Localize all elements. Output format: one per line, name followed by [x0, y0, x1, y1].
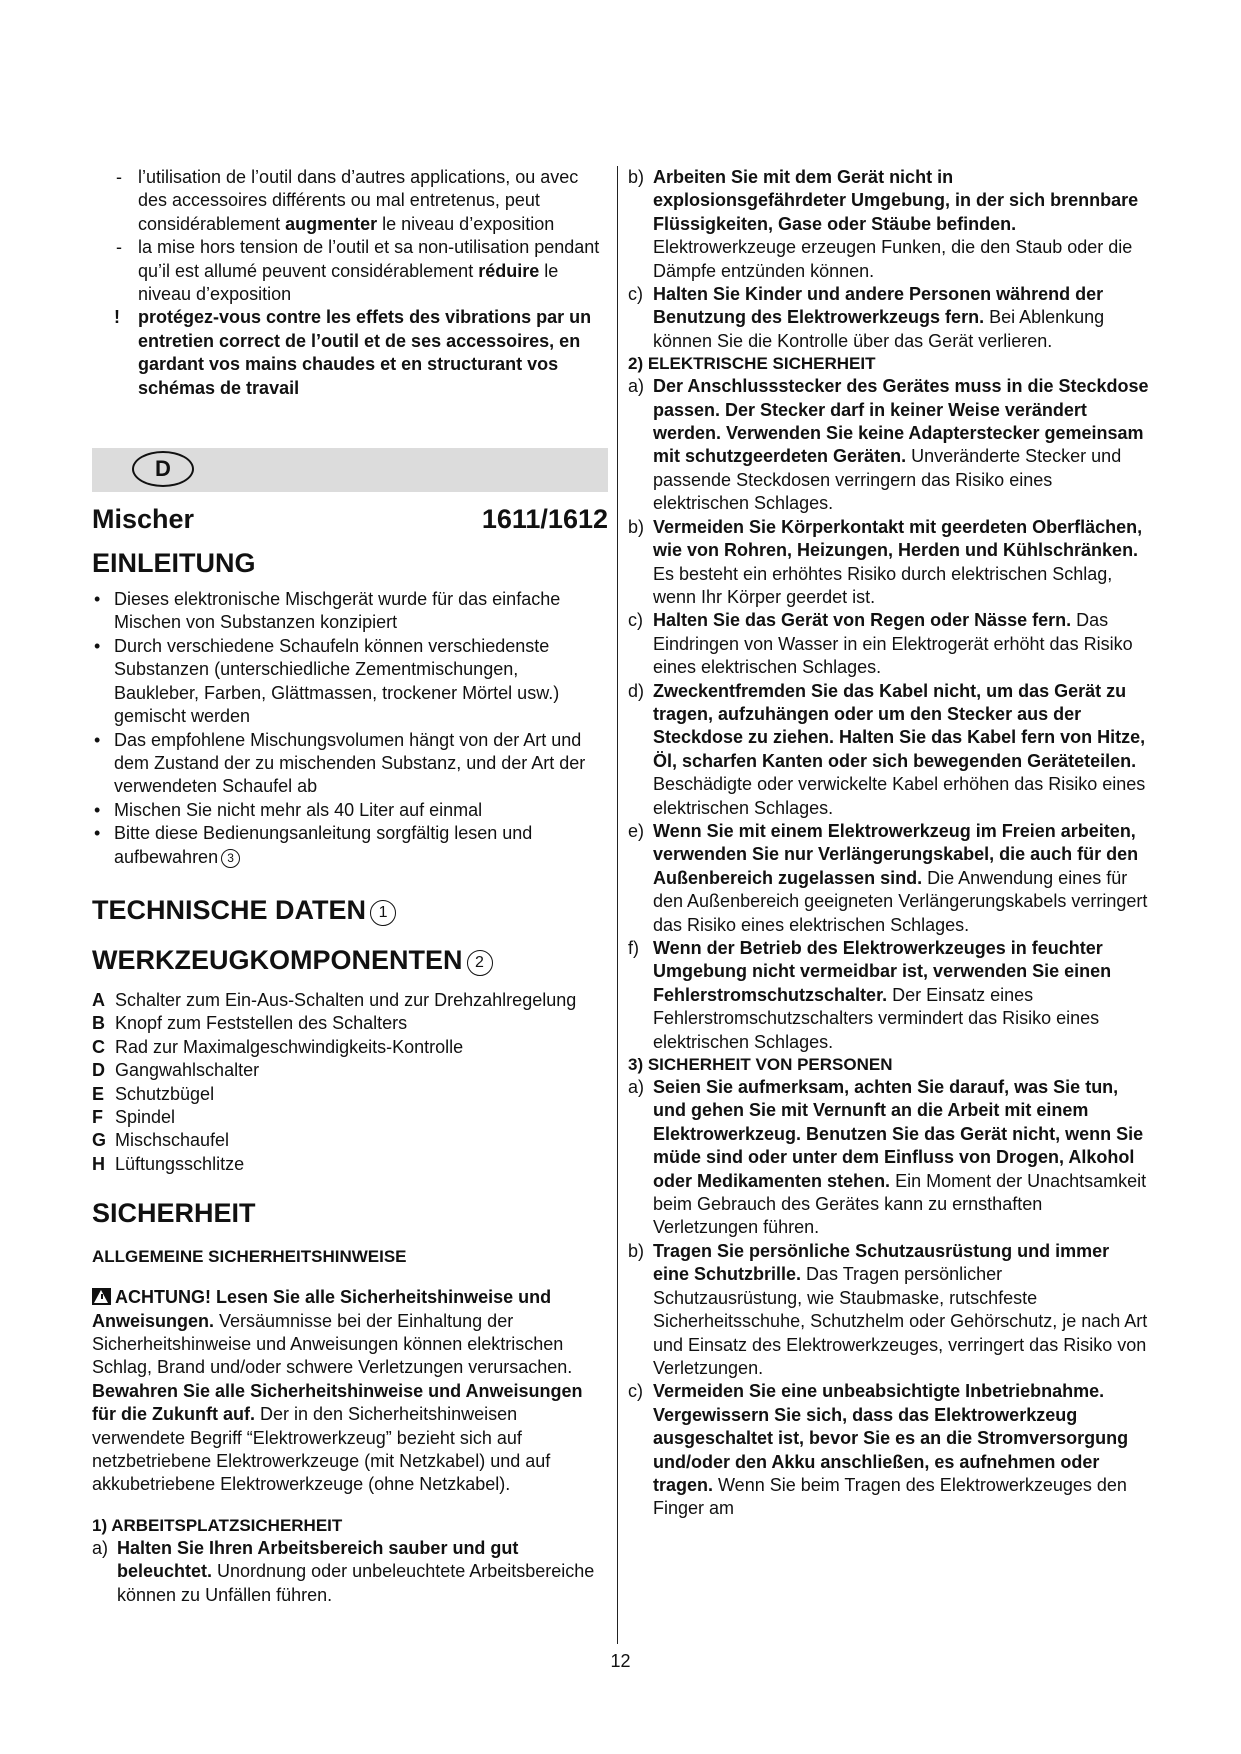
right-column: [628, 166, 1150, 1521]
product-model: 1611/1612: [481, 504, 608, 535]
fr-warning: ! protégez-vous contre les effets des vibrations par un entretien correct de l’outil et de ses accessoires, en gardant vos mains chaudes et en structurant vos schémas de travail: [114, 307, 592, 398]
product-title-row: [92, 502, 608, 536]
product-name: Mischer: [92, 504, 195, 535]
elektrische-sicherheit-heading: 2) ELEKTRISCHE SICHERHEIT: [628, 354, 876, 374]
safety-item: e) Wenn Sie mit einem Elektrowerkzeug im Freien arbeiten, verwenden Sie nur Verlängerungskabel, die auch für den Außenbereich zugelassen sind. Die Anwendung eines für den Außenbereich geeigneten Verlängerungskabels verringert das Risiko eines elektrischen Schlages.: [628, 820, 1148, 935]
component-item: H Lüftungsschlitze: [92, 1153, 245, 1174]
safety-item: b) Tragen Sie persönliche Schutzausrüstung und immer eine Schutzbrille. Das Tragen persönlicher Schutzausrüstung, wie Staubmaske, rutschfeste Sicherheitsschuhe, Schutzhelm oder Gehörschutz, je nach Art und Einsatz des Elektrowerkzeuges, verringert das Risiko von Verletzungen.: [628, 1240, 1148, 1378]
component-item: E Schutzbügel: [92, 1083, 215, 1104]
language-badge: D: [132, 451, 194, 487]
list-item: • Durch verschiedene Schaufeln können verschiedenste Substanzen (unterschiedliche Zementmischungen, Baukleber, Farben, Glättmassen, trockener Mörtel usw.) gemischt werden: [94, 635, 560, 727]
list-item: • Mischen Sie nicht mehr als 40 Liter auf einmal: [94, 799, 483, 820]
einleitung-heading: EINLEITUNG: [92, 548, 256, 579]
safety-item: a) Seien Sie aufmerksam, achten Sie darauf, was Sie tun, und gehen Sie mit Vernunft an die Arbeit mit einem Elektrowerkzeug. Benutzen Sie das Gerät nicht, wenn Sie müde sind oder unter dem Einfluss von Drogen, Alkohol oder Medikamenten stehen. Ein Moment der Unachtsamkeit beim Gebrauch des Gerätes kann zu ernsthaften Verletzungen führen.: [628, 1077, 1147, 1238]
component-item: C Rad zur Maximalgeschwindigkeits-Kontrolle: [92, 1036, 464, 1057]
left-column: [92, 166, 608, 1607]
fr-vibration-list: [92, 166, 608, 400]
figure-ref-2: 2: [467, 950, 493, 976]
list-item: • Dieses elektronische Mischgerät wurde für das einfache Mischen von Substanzen konzipiert: [94, 589, 561, 633]
column-divider: [617, 166, 618, 1644]
component-item: F Spindel: [92, 1106, 176, 1127]
figure-ref-1: 1: [370, 900, 396, 926]
allgemeine-heading: ALLGEMEINE SICHERHEITSHINWEISE: [92, 1247, 407, 1267]
list-item: • Bitte diese Bedienungsanleitung sorgfältig lesen und aufbewahren 3: [94, 823, 533, 867]
safety-item: f) Wenn der Betrieb des Elektrowerkzeuges in feuchter Umgebung nicht vermeidbar ist, verwenden Sie einen Fehlerstromschutzschalter. Der Einsatz eines Fehlerstromschutzschalters vermindert das Risiko eines elektrischen Schlages.: [628, 938, 1112, 1052]
safety-item: b) Vermeiden Sie Körperkontakt mit geerdeten Oberflächen, wie von Rohren, Heizungen, Herden und Kühlschränken. Es besteht ein erhöhtes Risiko durch elektrischen Schlag, wenn Ihr Körper geerdet ist.: [628, 516, 1143, 607]
safety-item: c) Halten Sie das Gerät von Regen oder Nässe fern. Das Eindringen von Wasser in ein Elektrogerät erhöht das Risiko eines elektrischen Schlages.: [628, 610, 1133, 678]
safety-item: b) Arbeiten Sie mit dem Gerät nicht in explosionsgefährdeter Umgebung, in der sich brennbare Flüssigkeiten, Gase oder Stäube befinden. Elektrowerkzeuge erzeugen Funken, die den Staub oder die Dämpfe entzünden können.: [628, 167, 1139, 281]
technische-daten-heading: TECHNISCHE DATEN 1: [92, 893, 608, 927]
component-item: B Knopf zum Feststellen des Schalters: [92, 1013, 408, 1034]
safety-item: a) Halten Sie Ihren Arbeitsbereich sauber und gut beleuchtet. Unordnung oder unbeleuchtete Arbeitsbereiche können zu Unfällen führen.: [92, 1537, 595, 1605]
components-list: [92, 989, 608, 1176]
component-item: D Gangwahlschalter: [92, 1060, 260, 1081]
component-item: G Mischschaufel: [92, 1130, 230, 1151]
list-item: • Das empfohlene Mischungsvolumen hängt von der Art und dem Zustand der zu mischenden Substanz, und der Art der verwendeten Schaufel ab: [94, 729, 586, 797]
language-bar: [92, 448, 608, 492]
sicherheit-von-personen-heading: 3) SICHERHEIT VON PERSONEN: [628, 1055, 893, 1075]
fr-list-item: - la mise hors tension de l’outil et sa non-utilisation pendant qu’il est allumé peuvent considérablement réduire le niveau d’exposition: [116, 237, 600, 305]
safety-item: c) Halten Sie Kinder und andere Personen während der Benutzung des Elektrowerkzeugs fern. Bei Ablenkung können Sie die Kontrolle über das Gerät verlieren.: [628, 284, 1105, 351]
figure-ref-3: 3: [221, 849, 240, 868]
safety-item: d) Zweckentfremden Sie das Kabel nicht, um das Gerät zu tragen, aufzuhängen oder um den Stecker aus der Steckdose zu ziehen. Halten Sie das Kabel fern von Hitze, Öl, scharfen Kanten oder sich bewegenden Geräteteilen. Beschädigte oder verwickelte Kabel erhöhen das Risiko eines elektrischen Schlages.: [628, 680, 1146, 818]
fr-list-item: - l’utilisation de l’outil dans d’autres applications, ou avec des accessoires différents ou mal entretenus, peut considérablement augmenter le niveau d’exposition: [116, 167, 579, 234]
werkzeugkomponenten-heading: WERKZEUGKOMPONENTEN 2: [92, 943, 608, 977]
achtung-paragraph: ACHTUNG! Lesen Sie alle Sicherheitshinweise und Anweisungen. Versäumnisse bei der Einhaltung der Sicherheitshinweise und Anweisungen können elektrischen Schlag, Brand und/oder schwere Verletzungen verursachen. Bewahren Sie alle Sicherheitshinweise und Anweisungen für die Zukunft auf. Der in den Sicherheitshinweisen verwendete Begriff “Elektrowerkzeug” bezieht sich auf netzbetriebene Elektrowerkzeuge (mit Netzkabel) und auf akkubetriebene Elektrowerkzeuge (ohne Netzkabel).: [92, 1287, 583, 1495]
safety-item: c) Vermeiden Sie eine unbeabsichtigte Inbetriebnahme. Vergewissern Sie sich, dass das Elektrowerkzeug ausgeschaltet ist, bevor Sie es an die Stromversorgung und/oder den Akku anschließen, es aufnehmen oder tragen. Wenn Sie beim Tragen des Elektrowerkzeuges den Finger am: [628, 1381, 1129, 1519]
page-number: 12: [610, 1651, 631, 1671]
warning-icon: [92, 1288, 111, 1305]
safety-item: a) Der Anschlussstecker des Gerätes muss in die Steckdose passen. Der Stecker darf in keiner Weise verändert werden. Verwenden Sie keine Adapterstecker gemeinsam mit schutzgeerdeten Geräten. Unveränderte Stecker und passende Steckdosen verringern das Risiko eines elektrischen Schlages.: [628, 376, 1149, 514]
arbeitsplatz-heading: 1) ARBEITSPLATZSICHERHEIT: [92, 1515, 343, 1535]
sicherheit-heading: SICHERHEIT: [92, 1198, 256, 1229]
component-item: A Schalter zum Ein-Aus-Schalten und zur Drehzahlregelung: [92, 989, 577, 1010]
einleitung-list: [92, 588, 608, 869]
